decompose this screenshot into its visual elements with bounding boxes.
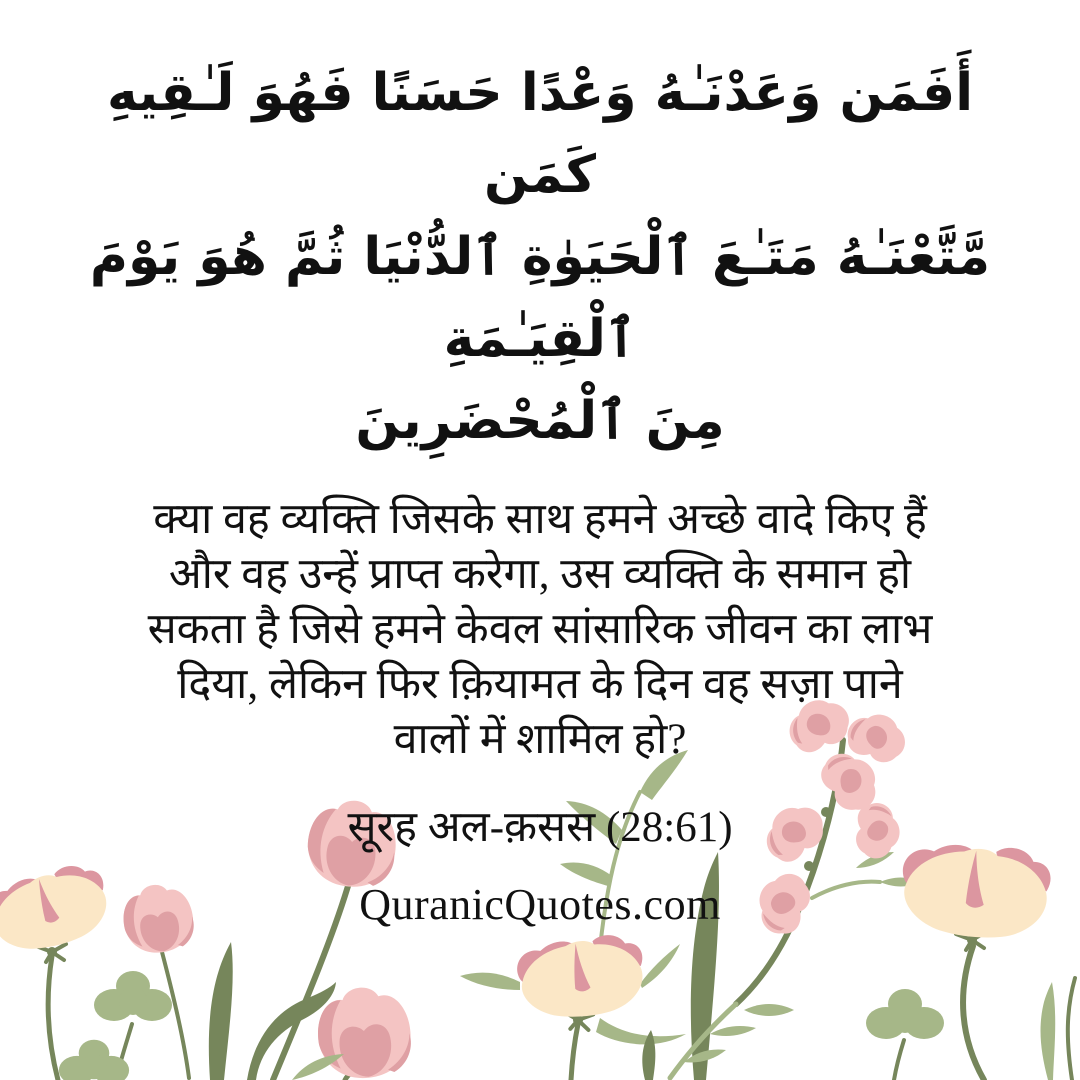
hindi-line: सकता है जिसे हमने केवल सांसारिक जीवन का लाभ <box>147 606 933 653</box>
right-blades <box>1041 978 1075 1080</box>
arabic-line: مِنَ ٱلْمُحْضَرِينَ <box>355 391 725 451</box>
arabic-verse <box>0 52 1080 462</box>
verse-reference: सूरह अल-क़सस (28:61) <box>347 804 733 851</box>
arabic-line: مَّتَّعْنَـٰهُ مَتَـٰعَ ٱلْحَيَوٰةِ ٱلدُّنْيَا ثُمَّ هُوَ يَوْمَ ٱلْقِيَـٰمَةِ <box>89 227 991 369</box>
arabic-line: أَفَمَن وَعَدْنَـٰهُ وَعْدًا حَسَنًا فَهُوَ لَـٰقِيهِ كَمَن <box>106 63 974 205</box>
hindi-line: और वह उन्हें प्राप्त करेगा, उस व्यक्ति के समान हो <box>168 551 912 598</box>
hindi-line: दिया, लेकिन फिर क़ियामत के दिन वह सज़ा पाने <box>177 661 903 708</box>
grass-blade <box>209 942 233 1080</box>
cream-poppy-center <box>460 932 686 1080</box>
hindi-line: क्या वह व्यक्ति जिसके साथ हमने अच्छे वादे किए हैं <box>153 496 927 543</box>
hindi-translation <box>0 492 1080 767</box>
hindi-line: वालों में शामिल हो? <box>393 716 687 763</box>
site-logo: QuranicQuotes.com <box>359 880 721 929</box>
clover-leaves-left <box>59 971 172 1080</box>
clover-leaf-right <box>866 989 944 1080</box>
